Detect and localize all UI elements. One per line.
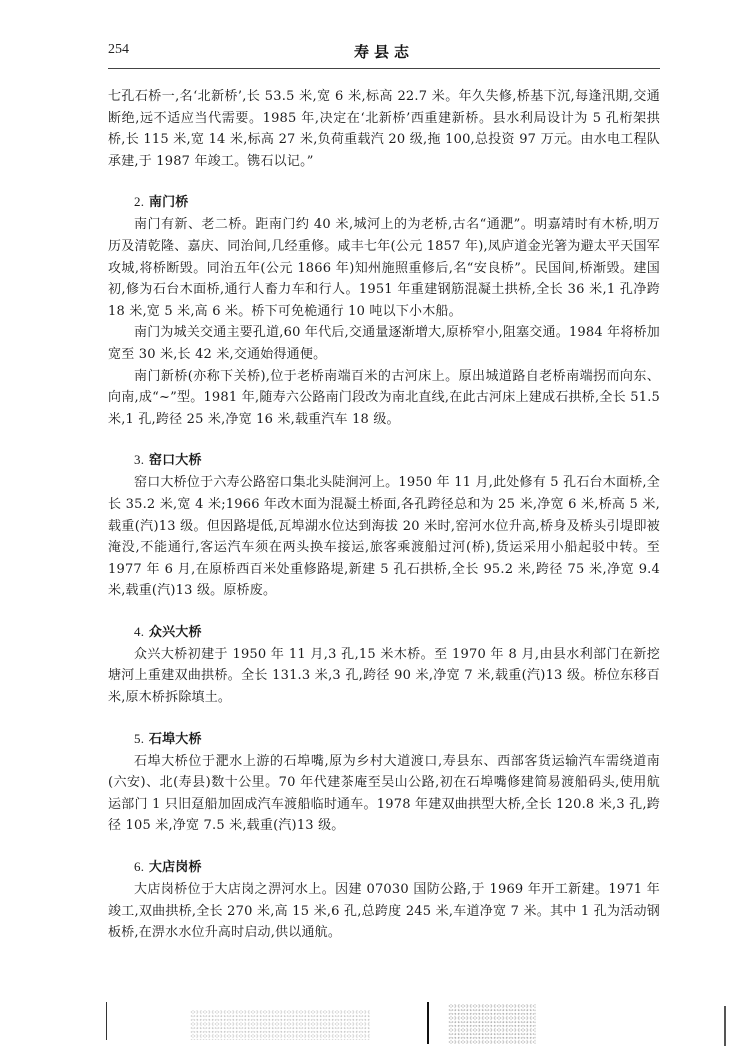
- section-title: 众兴大桥: [148, 624, 202, 640]
- page-number: 254: [108, 42, 129, 57]
- paragraph: 南门有新、老二桥。距南门约 40 米,城河上的为老桥,古名“通淝”。明嘉靖时有木桥,明万历及清乾隆、嘉庆、同治间,几经重修。咸丰七年(公元 1857 年),凤庐道金光箸为避太平天国军攻城,将桥断毁。同治五年(公元 1866 年)知州施照重修后,名“安良桥”。民国间,桥渐毁。建国初,修为石台木面桥,通行人畜力车和行人。1951 年重建钢筋混凝土拱桥,全长 36 米,1 孔净跨 18 米,宽 5 米,高 6 米。桥下可免桅通行 10 吨以下小木船。: [108, 217, 660, 319]
- scan-line: [724, 1006, 726, 1046]
- paragraph: 南门为城关交通主要孔道,60 年代后,交通量逐渐增大,原桥窄小,阻塞交通。1984 年将桥加宽至 30 米,长 42 米,交通始得通便。: [108, 325, 660, 362]
- section-heading: [108, 621, 660, 644]
- section-number: 3.: [134, 452, 145, 468]
- scan-artifacts: [0, 990, 747, 1046]
- paragraph: 南门新桥(亦称下关桥),位于老桥南端百米的古河床上。原出城道路自老桥南端拐而向东、向南,成“~”型。1981 年,随寿六公路南门段改为南北直线,在此古河床上建成石拱桥,全长 51.5 米,1 孔,跨径 25 米,净宽 16 米,载重汽车 18 级。: [108, 368, 660, 427]
- section-title: 大店岗桥: [148, 860, 202, 876]
- page-header: [108, 42, 660, 64]
- section-shibu-bridge: [108, 728, 660, 837]
- section-nanmen-bridge: [108, 191, 660, 430]
- header-rule: [108, 68, 660, 69]
- section-heading: [108, 728, 660, 751]
- scan-line: [106, 1002, 107, 1040]
- scan-line: [427, 1002, 429, 1044]
- section-number: 4.: [134, 623, 145, 639]
- section-zhongxing-bridge: [108, 621, 660, 709]
- page-body: [108, 86, 660, 944]
- section-number: 6.: [134, 859, 145, 875]
- intro-paragraph: 七孔石桥一,名‘北新桥’,长 53.5 米,宽 6 米,标高 22.7 米。年久失修,桥基下沉,每逢汛期,交通断绝,远不适应当代需要。1985 年,决定在‘北新桥’西重建新桥。县水利局设计为 5 孔桁架拱桥,长 115 米,宽 14 米,标高 27 米,负荷重载汽 20 级,拖 100,总投资 97 万元。由水电工程队承建,于 1987 年竣工。镌石以记。”: [108, 89, 660, 169]
- section-title: 石埠大桥: [148, 731, 202, 747]
- section-number: 5.: [134, 730, 145, 746]
- paragraph: 众兴大桥初建于 1950 年 11 月,3 孔,15 米木桥。至 1970 年 8 月,由县水利部门在新挖塘河上重建双曲拱桥。全长 131.3 米,3 孔,跨径 90 米,净宽 7 米,载重(汽)13 级。桥位东移百米,原木桥拆除填土。: [108, 646, 660, 706]
- section-title: 窑口大桥: [148, 453, 202, 469]
- paragraph: 石埠大桥位于淝水上游的石埠嘴,原为乡村大道渡口,寿县东、西部客货运输汽车需绕道南(六安)、北(寿县)数十公里。70 年代建茶庵至吴山公路,初在石埠嘴修建简易渡船码头,使用航运部门 1 只旧趸船加固成汽车渡船临时通车。1978 年建双曲拱型大桥,全长 120.8 米,3 孔,跨径 105 米,净宽 7.5 米,载重(汽)13 级。: [108, 753, 660, 834]
- book-title: 寿县志: [353, 43, 414, 61]
- section-yaokou-bridge: [108, 449, 660, 602]
- paragraph: 窑口大桥位于六寿公路窑口集北头陡涧河上。1950 年 11 月,此处修有 5 孔石台木面桥,全长 35.2 米,宽 4 米;1966 年改木面为混凝土桥面,各孔跨径总和为 25 米,净宽 6 米,桥高 5 米,载重(汽)13 级。但因路堤低,瓦埠湖水位达到海拔 20 米时,窑河水位升高,桥身及桥头引堤即被淹没,不能通行,客运汽车须在两头换车接运,旅客乘渡船过河(桥),货运采用小船起驳中转。至 1977 年 6 月,在原桥西百米处重修路堤,新建 5 孔石拱桥,全长 95.2 米,跨径 75 米,净宽 9.4 米,载重(汽)13 级。原桥废。: [108, 475, 660, 599]
- section-title: 南门桥: [148, 195, 189, 211]
- scan-noise: [190, 1010, 370, 1040]
- section-heading: [108, 191, 660, 214]
- paragraph: 大店岗桥位于大店岗之淠河水上。因建 07030 国防公路,于 1969 年开工新建。1971 年竣工,双曲拱桥,全长 270 米,高 15 米,6 孔,总跨度 245 米,车道净宽 7 米。其中 1 孔为活动钢板桥,在淠水水位升高时启动,供以通航。: [108, 882, 660, 941]
- scan-noise: [448, 1004, 536, 1044]
- section-heading: [108, 856, 660, 879]
- section-number: 2.: [134, 194, 145, 210]
- section-dadiangang-bridge: [108, 856, 660, 944]
- section-heading: [108, 449, 660, 472]
